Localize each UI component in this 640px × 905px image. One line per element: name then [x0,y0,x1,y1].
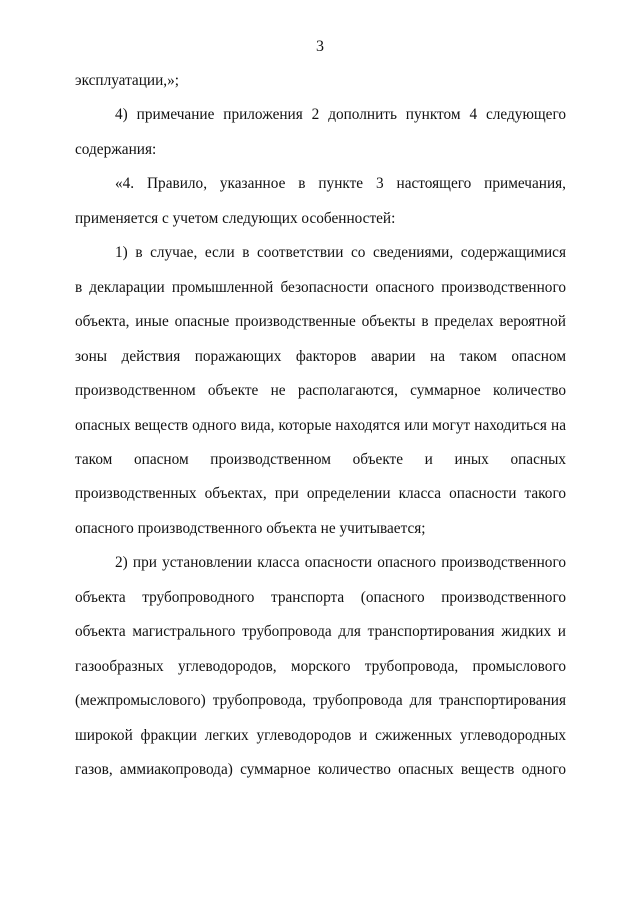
text-line: объекта магистрального трубопровода для транспортирования жидких и [75,623,566,641]
text-line: объекта трубопроводного транспорта (опасного производственного [75,588,566,606]
text-line: производственных объектах, при определении класса опасности такого [75,485,566,503]
text-line: опасных веществ одного вида, которые находятся или могут находиться на [75,416,566,434]
text-line: эксплуатации,»; [75,72,180,89]
text-line: газов, аммиакопровода) суммарное количество опасных веществ одного [75,761,566,778]
text-line: объекта, иные опасные производственные объекты в пределах вероятной [75,313,566,331]
text-line: 1) в случае, если в соответствии со сведениями, содержащимися [115,244,566,262]
text-line: 2) при установлении класса опасности опасного производственного [115,554,566,572]
text-line: «4. Правило, указанное в пункте 3 настоящего примечания, [115,175,566,193]
text-line: (межпромыслового) трубопровода, трубопровода для транспортирования [75,692,566,710]
text-line: применяется с учетом следующих особенностей: [75,209,396,227]
text-line: содержания: [75,140,157,158]
text-line: опасного производственного объекта не учитывается; [75,519,426,537]
text-line: в декларации промышленной безопасности опасного производственного [75,278,566,296]
text-line: газообразных углеводородов, морского трубопровода, промыслового [75,657,566,675]
page-number: 3 [316,38,324,55]
text-line: широкой фракции легких углеводородов и сжиженных углеводородных [75,726,566,744]
text-line: 4) примечание приложения 2 дополнить пунктом 4 следующего [115,106,566,124]
text-line: таком опасном производственном объекте и иных опасных [75,450,566,468]
text-line: производственном объекте не располагаются, суммарное количество [75,382,566,400]
text-line: зоны действия поражающих факторов аварии на таком опасном [75,347,566,365]
